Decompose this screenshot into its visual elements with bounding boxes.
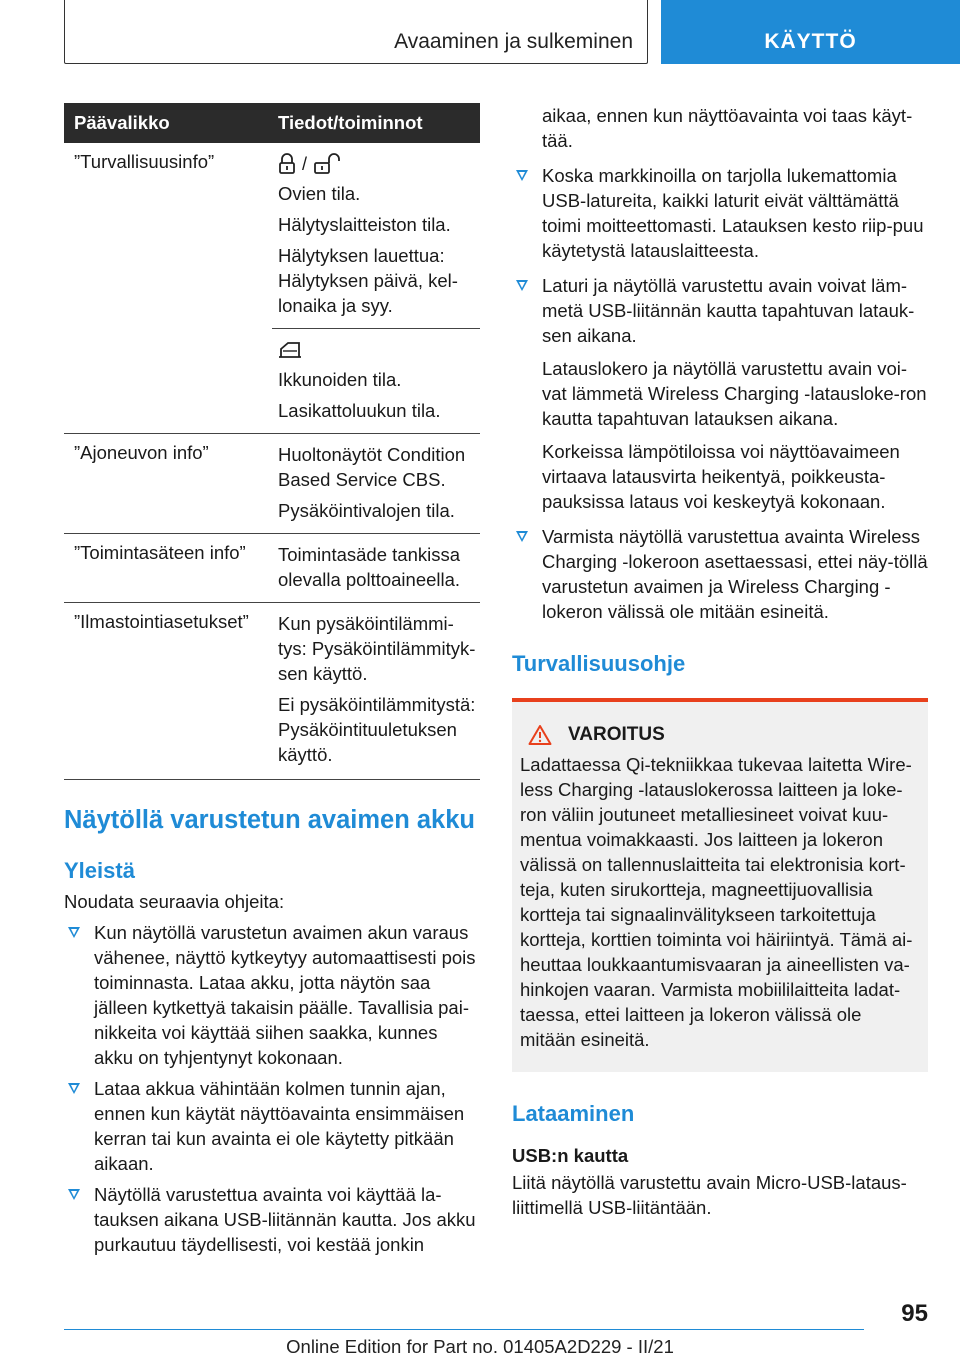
range-info-block [272, 534, 480, 602]
warning-header [520, 724, 920, 746]
window-icon [278, 340, 302, 360]
list-item [512, 273, 928, 348]
list-item [512, 524, 928, 624]
left-column [64, 103, 480, 1257]
vehicle-info-block [272, 434, 480, 533]
warning-box [512, 698, 928, 1072]
bullet-text: Koska markkinoilla on tarjolla lukemattomia USB-latureita, kaikki laturit eivät välttämättä toimi moitteettomasti. Latauksen kesto riip-puu käytetystä latauslaitteesta. [542, 165, 924, 261]
table-cell-info [272, 434, 480, 534]
alarm-status-text: Hälytyslaitteiston tila. [278, 214, 451, 235]
table-cell-menu: ”Toimintasäteen info” [64, 534, 272, 603]
table-row [64, 434, 480, 534]
table-cell-info [272, 143, 480, 434]
heat-paragraph-1: Latauslokero ja näytöllä varustettu avain voi-vat lämmetä Wireless Charging -latausloke-ron kautta tapahtuvan latauksen aikana. [542, 358, 927, 429]
window-status-block [272, 328, 480, 433]
list-item [64, 1076, 480, 1176]
door-status-text: Ovien tila. [278, 183, 361, 204]
header-section-title: Avaaminen ja sulkeminen [394, 30, 633, 53]
window-icon-row [278, 337, 480, 363]
footer-divider [64, 1329, 864, 1330]
warning-text: Ladattaessa Qi-tekniikkaa tukevaa laitetta Wire-less Charging -latauslokerossa laitteen ja loke-ron väliin joutuneet metalliesineet voivat kuu-mentua voimakkaasti. Jos laitteen ja lokeron välissä on tallennuslaitteita tai elektronisia kort-teja, kuten sirukortteja, magneettijuovallisia kortteja tai signaalinvälitykseen tarkoitettuja kortteja, korttien toiminta voi häiriintyä. Tämä ai-heuttaa loukkaantumisvaaran ja aineellisten va-hinkojen vaaran. Varmista mobiililaitteita ladat-taessa, ettei laitteen ja lokeron välissä ole mitään esineitä. [520, 754, 913, 1050]
heating-text: Kun pysäköintilämmi-tys: Pysäköintilämmityk-sen käyttö. [278, 613, 476, 684]
bullet-text: Näytöllä varustettua avainta voi käyttää la-tauksen aikana USB-liitännän kautta. Jos akku purkautuu täydellisesti, voi kestää jonkin [94, 1184, 476, 1255]
lock-closed-icon [278, 153, 296, 175]
table-row [64, 143, 480, 434]
bullet-triangle-icon [516, 170, 528, 181]
icon-separator: / [302, 153, 308, 174]
list-item [64, 1182, 480, 1257]
usb-text: Liitä näytöllä varustettu avain Micro-USB-lataus-liittimellä USB-liitäntään. [512, 1172, 907, 1218]
bullet-triangle-icon [516, 531, 528, 542]
lock-icons [278, 151, 480, 177]
heat-paragraph-2: Korkeissa lämpötiloissa voi näyttöavaimeen virtaava latausvirta heikentyä, poikkeusta-pauksissa lataus voi keskeytyä kokonaan. [542, 441, 900, 512]
table-header-info: Tiedot/toiminnot [272, 103, 480, 143]
door-status-block [272, 143, 480, 328]
lock-open-icon [313, 153, 343, 175]
menu-table [64, 103, 480, 780]
ventilation-text: Ei pysäköintilämmitystä: Pysäköintituuletuksen käyttö. [278, 694, 476, 765]
header-chapter-title: KÄYTTÖ [764, 30, 857, 53]
table-header-menu: Päävalikko [64, 103, 272, 143]
climate-info-block [272, 603, 480, 779]
bullet-text: Lataa akkua vähintään kolmen tunnin ajan, ennen kun käytät näyttöavainta ensimmäisen kerran tai kun avainta ei ole käytetty pitkään aikaan. [94, 1078, 465, 1174]
safety-heading: Turvallisuusohje [512, 651, 686, 676]
general-heading: Yleistä [64, 858, 135, 883]
header-section-box [64, 0, 648, 64]
list-item [512, 163, 928, 263]
table-row [64, 603, 480, 780]
table-row [64, 534, 480, 603]
bullet-text: Laturi ja näytöllä varustettu avain voivat läm-metä USB-liitännän kautta tapahtuvan latauk-sen aikana. [542, 275, 915, 346]
page-number: 95 [901, 1300, 928, 1327]
parking-lights-text: Pysäköintivalojen tila. [278, 500, 455, 521]
bullet-text: Kun näytöllä varustetun avaimen akun varaus vähenee, näyttö kytkeytyy automaattisesti pois toiminnasta. Lataa akku, jotta näytön saa jälleen kytkettyä takaisin päälle. Tavallisia pai-nikkeita voi käyttää siihen saakka, kunnes akku on tyhjentynyt kokonaan. [94, 922, 476, 1068]
bullet-text: Varmista näytöllä varustettua avainta Wireless Charging -lokeroon asettaessasi, ettei näy-töllä varustetun avaimen ja Wireless Charging -lokeron välissä ole mitään esineitä. [542, 526, 928, 622]
header-chapter-tab [661, 0, 960, 64]
charging-heading: Lataaminen [512, 1101, 635, 1126]
footer-edition: Online Edition for Part no. 01405A2D229 - II/21 [286, 1336, 674, 1357]
table-header-row [64, 103, 480, 143]
window-status-text: Ikkunoiden tila. [278, 369, 402, 390]
continuation-text: aikaa, ennen kun näyttöavainta voi taas käyt-tää. [542, 105, 913, 151]
table-cell-menu: ”Turvallisuusinfo” [64, 143, 272, 434]
service-text: Huoltonäytöt Condition Based Service CBS. [278, 444, 466, 490]
warning-label: VAROITUS [568, 724, 665, 745]
list-item [64, 920, 480, 1070]
table-cell-menu: ”Ajoneuvon info” [64, 434, 272, 534]
bullet-triangle-icon [68, 927, 80, 938]
range-text: Toimintasäde tankissa olevalla polttoaineella. [278, 544, 461, 590]
table-cell-info [272, 534, 480, 603]
warning-triangle-icon [528, 724, 552, 746]
bullet-triangle-icon [68, 1083, 80, 1094]
right-column [512, 103, 928, 1220]
usb-heading: USB:n kautta [512, 1145, 629, 1166]
intro-text: Noudata seuraavia ohjeita: [64, 891, 285, 912]
alarm-triggered-text: Hälytyksen lauettua: Hälytyksen päivä, kel-lonaika ja syy. [278, 245, 458, 316]
battery-section-title: Näytöllä varustetun avaimen akku [64, 806, 476, 834]
bullet-triangle-icon [516, 280, 528, 291]
sunroof-status-text: Lasikattoluukun tila. [278, 400, 441, 421]
bullet-triangle-icon [68, 1189, 80, 1200]
table-cell-info [272, 603, 480, 780]
table-cell-menu: ”Ilmastointiasetukset” [64, 603, 272, 780]
